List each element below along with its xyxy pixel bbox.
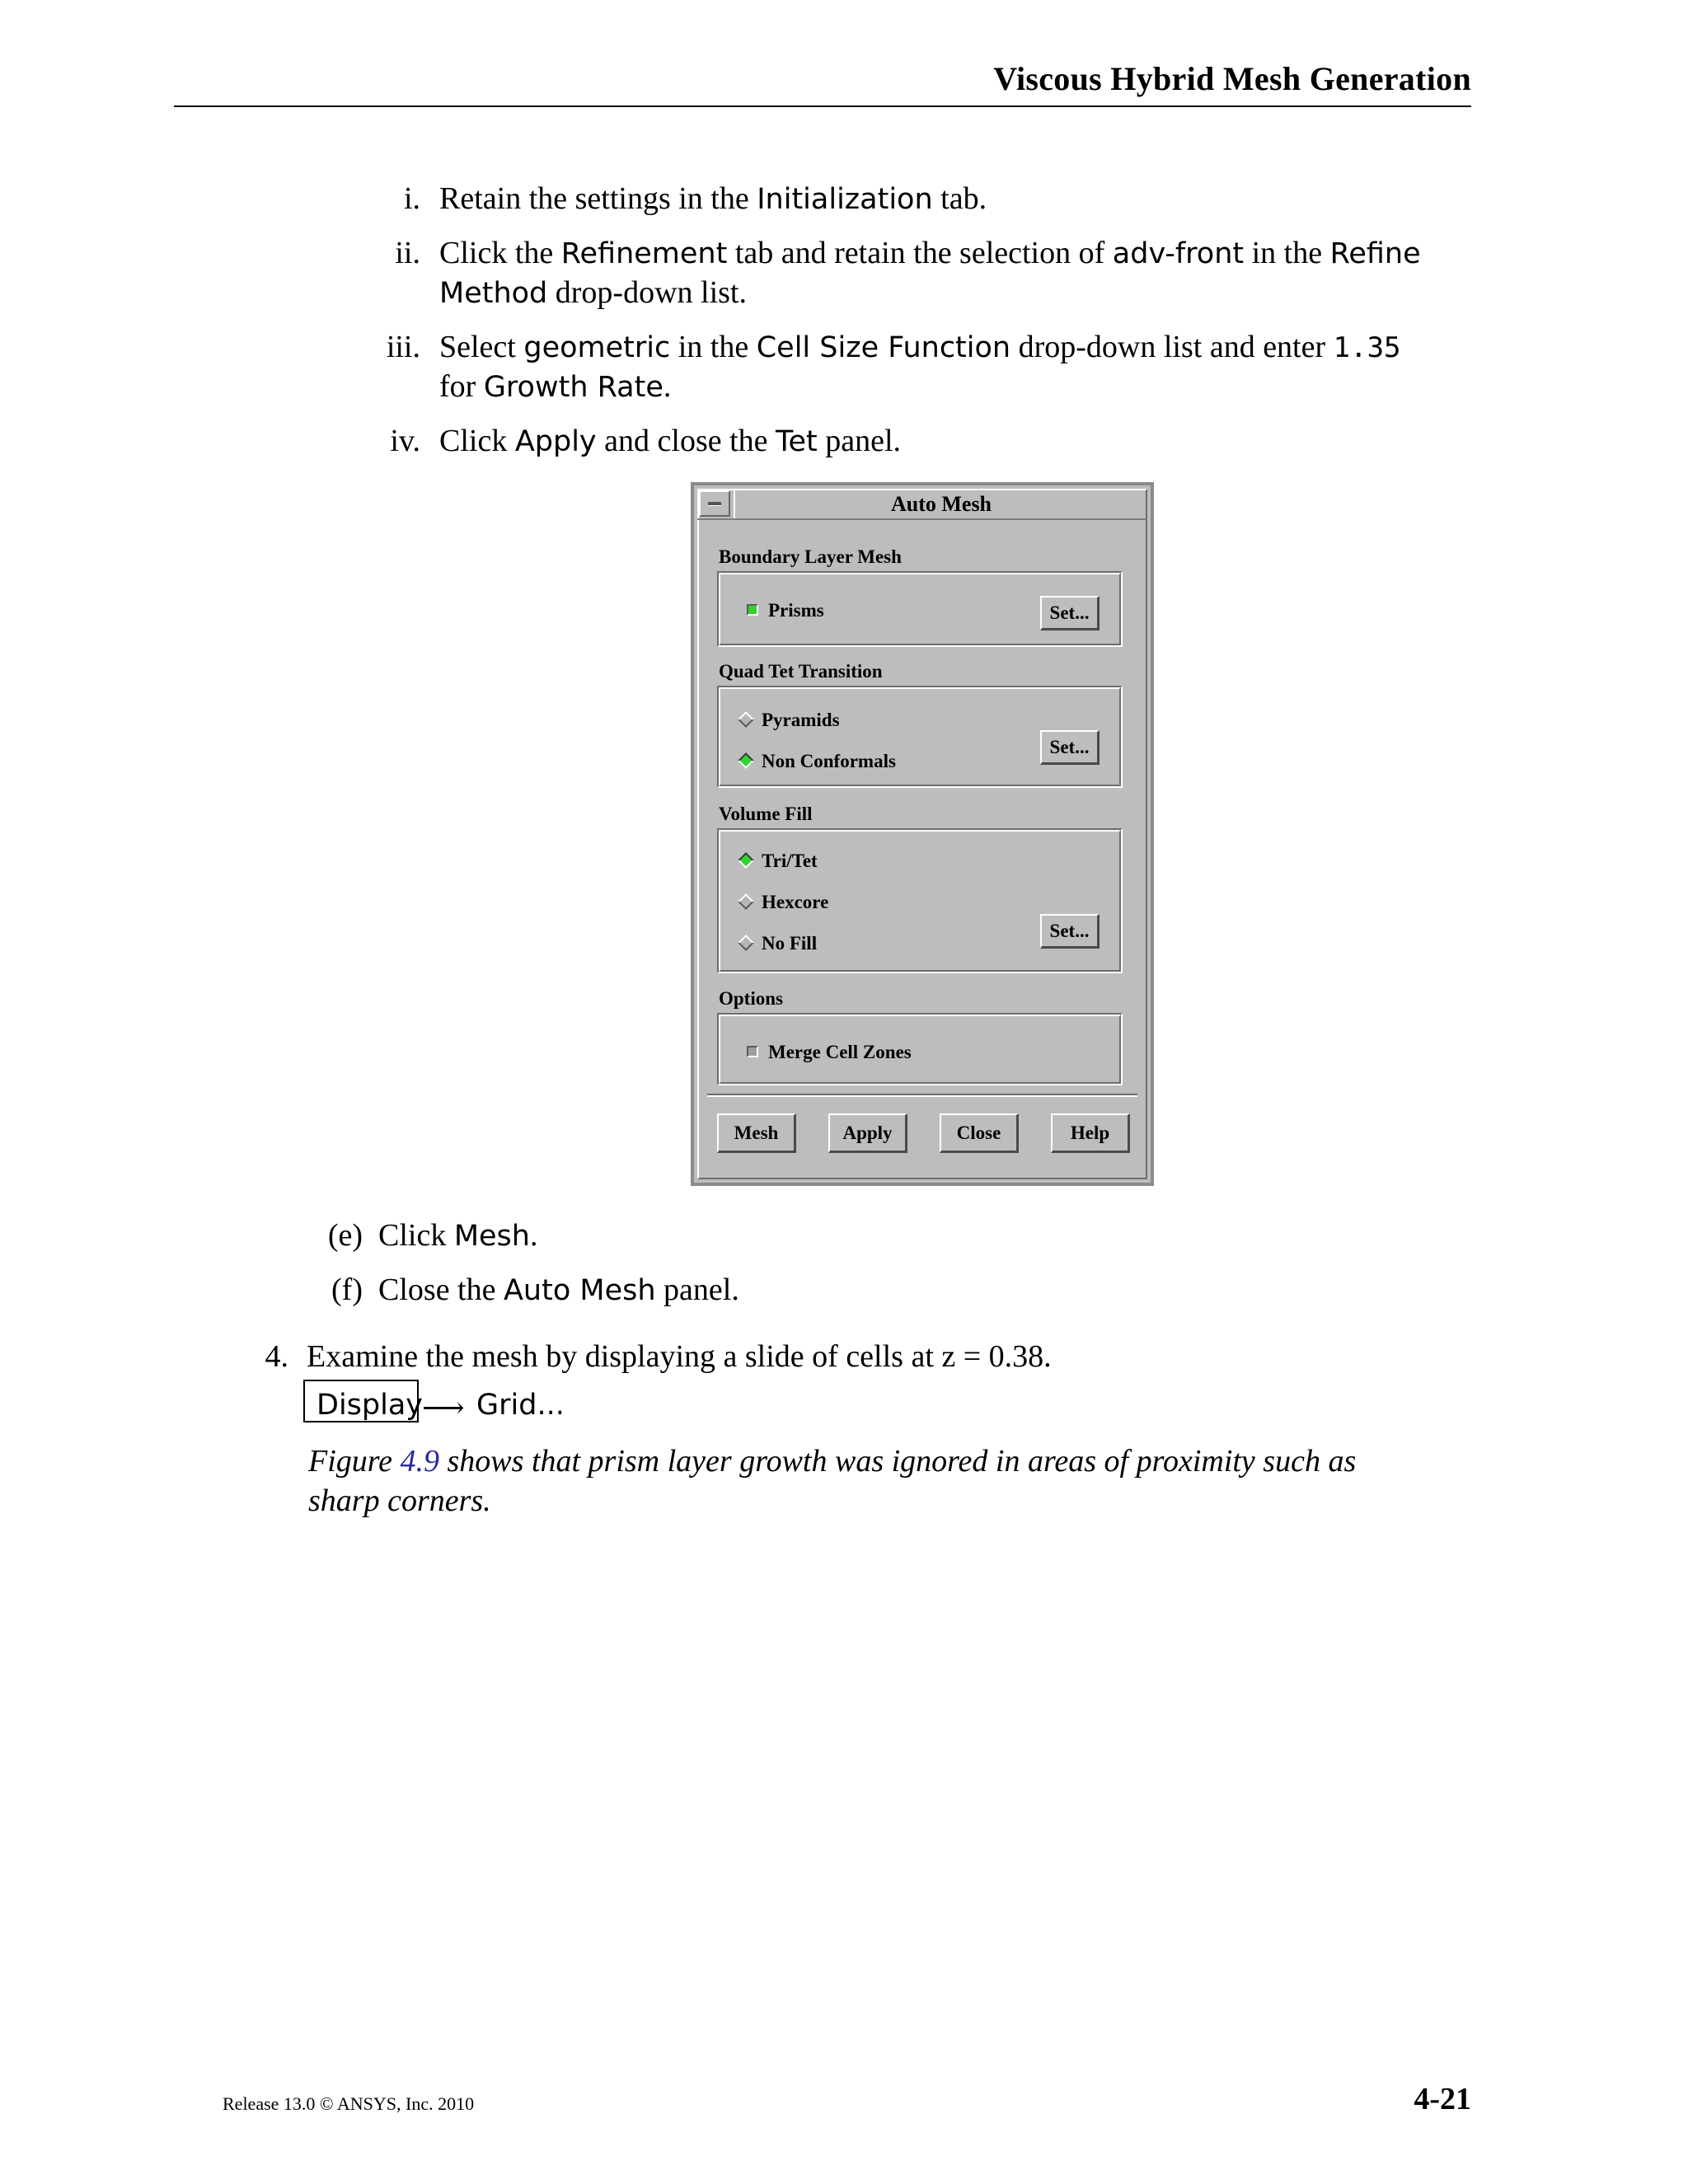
term-auto-mesh: Auto Mesh xyxy=(503,1274,656,1307)
term-refinement: Refinement xyxy=(560,237,728,270)
step-ii-text: Click the Refinement tab and retain the selection of adv-front in the Refine xyxy=(439,236,1421,270)
prisms-label: Prisms xyxy=(768,600,824,621)
step-iv-label: iv. xyxy=(390,424,420,458)
step-i-text: Retain the settings in the Initialization tab. xyxy=(439,181,987,216)
group-title-boundary-layer: Boundary Layer Mesh xyxy=(719,546,902,567)
term-initialization: Initialization xyxy=(757,183,933,216)
apply-button[interactable]: Apply xyxy=(828,1113,907,1153)
group-title-volume-fill: Volume Fill xyxy=(719,804,813,824)
figure-link[interactable]: 4.9 xyxy=(400,1444,440,1479)
term-adv-front: adv-front xyxy=(1112,237,1245,270)
step-ii-text-2: Method drop-down list. xyxy=(439,275,747,310)
mesh-button[interactable]: Mesh xyxy=(717,1113,796,1153)
prisms-checkbox[interactable] xyxy=(747,604,758,616)
step-f-label: (f) xyxy=(331,1272,363,1307)
group-quad-tet xyxy=(717,686,1123,788)
step-iv-text: Click Apply and close the Tet panel. xyxy=(439,424,902,458)
step-i-label: i. xyxy=(403,181,420,216)
term-method: Method xyxy=(439,277,548,310)
menu-path-display: Display xyxy=(316,1389,424,1422)
boundary-set-button[interactable]: Set... xyxy=(1040,596,1100,630)
quad-set-button[interactable]: Set... xyxy=(1040,730,1100,765)
term-apply: Apply xyxy=(514,425,597,458)
non-conformals-radio[interactable] xyxy=(738,752,754,769)
page-number: 4-21 xyxy=(1414,2082,1471,2116)
term-growth-rate: Growth Rate xyxy=(483,371,663,404)
term-tet: Tet xyxy=(776,425,818,458)
tri-tet-label: Tri/Tet xyxy=(762,851,818,871)
step-e-text: Click Mesh. xyxy=(378,1218,538,1253)
pyramids-label: Pyramids xyxy=(762,710,840,730)
hexcore-label: Hexcore xyxy=(762,892,829,912)
merge-cell-zones-label: Merge Cell Zones xyxy=(768,1042,912,1062)
help-button[interactable]: Help xyxy=(1051,1113,1130,1153)
window-menu-icon[interactable] xyxy=(699,490,730,517)
header-rule xyxy=(174,105,1471,107)
dialog-title: Auto Mesh xyxy=(734,489,1147,518)
merge-cell-zones-checkbox[interactable] xyxy=(747,1046,758,1057)
term-refine: Refine xyxy=(1329,237,1421,270)
group-boundary-layer xyxy=(717,571,1123,647)
step-e-label: (e) xyxy=(327,1218,363,1253)
group-volume-fill xyxy=(717,828,1123,973)
step-ii-label: ii. xyxy=(395,236,420,270)
step-iii-label: iii. xyxy=(386,330,420,364)
volume-set-button[interactable]: Set... xyxy=(1040,914,1100,949)
group-options xyxy=(717,1013,1123,1085)
footer-release: Release 13.0 © ANSYS, Inc. 2010 xyxy=(223,2093,475,2114)
pyramids-radio[interactable] xyxy=(738,711,754,728)
running-header: Viscous Hybrid Mesh Generation xyxy=(993,60,1471,97)
group-title-quad-tet: Quad Tet Transition xyxy=(719,661,883,682)
close-button[interactable]: Close xyxy=(940,1113,1019,1153)
note-line-1: Figure 4.9 shows that prism layer growth was ignored in areas of proximity such as xyxy=(308,1444,1357,1479)
dialog-separator xyxy=(707,1094,1137,1097)
tri-tet-radio[interactable] xyxy=(738,852,754,869)
note-line-2: sharp corners. xyxy=(308,1483,491,1518)
step-4-text: Examine the mesh by displaying a slide of cells at z = 0.38. xyxy=(307,1339,1052,1374)
step-f-text: Close the Auto Mesh panel. xyxy=(378,1272,739,1307)
no-fill-radio[interactable] xyxy=(738,935,754,951)
hexcore-radio[interactable] xyxy=(738,893,754,910)
value-growth-rate: 1.35 xyxy=(1333,331,1401,364)
term-cell-size-function: Cell Size Function xyxy=(756,331,1011,364)
step-iii-text-2: for Growth Rate. xyxy=(439,369,672,404)
auto-mesh-dialog xyxy=(691,482,1154,1186)
group-title-options: Options xyxy=(719,988,783,1009)
non-conformals-label: Non Conformals xyxy=(762,751,896,771)
menu-path-grid: Grid... xyxy=(476,1389,565,1422)
term-geometric: geometric xyxy=(523,331,671,364)
step-4-label: 4. xyxy=(265,1339,288,1374)
step-iii-text: Select geometric in the Cell Size Function drop-down list and enter 1.35 xyxy=(439,330,1401,364)
menu-path-arrow: ⟶ xyxy=(422,1391,465,1424)
dialog-titlebar[interactable] xyxy=(697,489,1147,520)
no-fill-label: No Fill xyxy=(762,933,818,954)
term-mesh: Mesh xyxy=(453,1220,530,1253)
